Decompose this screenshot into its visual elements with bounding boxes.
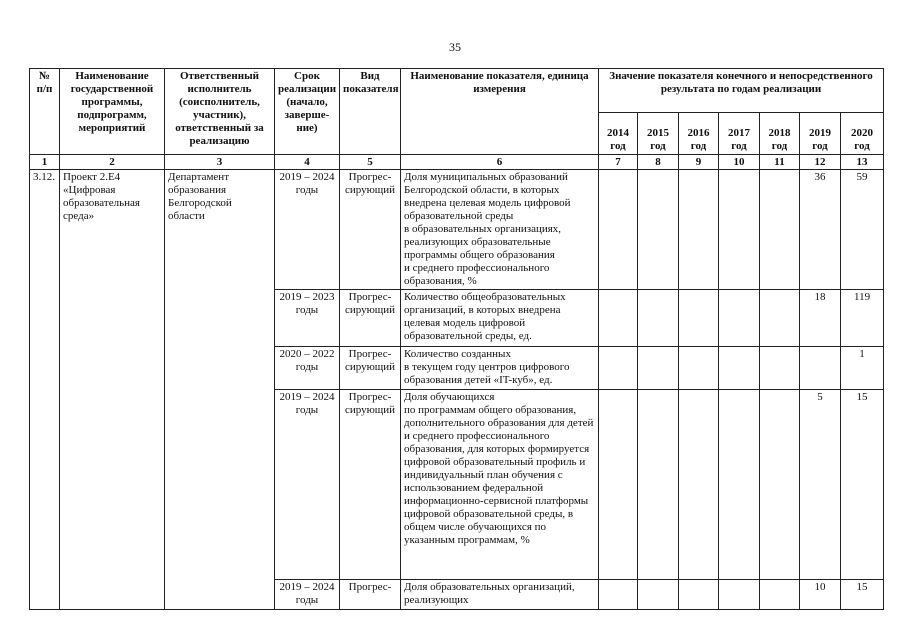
value-2016 [679,170,719,290]
value-2020: 59 [841,170,884,290]
value-2019: 18 [800,290,841,347]
value-2018 [760,580,800,610]
header-year-2017: 2017 год [719,113,760,155]
value-2020: 1 [841,347,884,390]
value-2016 [679,290,719,347]
column-number: 11 [760,155,800,170]
indicator-period: 2019 – 2024 годы [275,580,340,610]
column-numbers-row [30,155,884,170]
header-year-2018: 2018 год [760,113,800,155]
project-number: 3.12. [30,170,60,610]
header-year-2020: 2020 год [841,113,884,155]
value-2019: 5 [800,390,841,580]
indicator-period: 2020 – 2022 годы [275,347,340,390]
indicator-type: Прогрес- [340,580,401,610]
column-number: 8 [638,155,679,170]
indicator-name: Доля образовательных организаций, реализующих [401,580,599,610]
header-period: Срок реализации (начало, заверше-ние) [275,69,340,155]
indicator-type: Прогрес-сирующий [340,290,401,347]
column-number: 4 [275,155,340,170]
header-year-2016: 2016 год [679,113,719,155]
value-2017 [719,390,760,580]
table-row [30,170,884,290]
column-number: 12 [800,155,841,170]
value-2018 [760,390,800,580]
value-2018 [760,290,800,347]
header-indicator-name: Наименование показателя, единица измерения [401,69,599,155]
value-2015 [638,580,679,610]
header-year-2019: 2019 год [800,113,841,155]
value-2015 [638,390,679,580]
indicator-period: 2019 – 2023 годы [275,290,340,347]
value-2018 [760,347,800,390]
value-2019 [800,347,841,390]
value-2014 [599,290,638,347]
value-2017 [719,170,760,290]
indicator-type: Прогрес-сирующий [340,347,401,390]
project-responsible: Департамент образования Белгородской области [165,170,275,610]
header-value-group: Значение показателя конечного и непосредственного результата по годам реализации [599,69,884,113]
indicator-period: 2019 – 2024 годы [275,390,340,580]
column-number: 3 [165,155,275,170]
column-number: 10 [719,155,760,170]
value-2020: 15 [841,580,884,610]
value-2015 [638,170,679,290]
value-2017 [719,580,760,610]
indicator-name: Доля обучающихся по программам общего образования, дополнительного образования для детей и среднего профессионального образования, для которых формируется цифровой образовательный профиль и индивидуальный план обучения с использованием федеральной информационно-сервисной платформы цифровой образовательной среды, в общем числе обучающихся по указанным программам, % [401,390,599,580]
column-number: 2 [60,155,165,170]
column-number: 9 [679,155,719,170]
value-2014 [599,347,638,390]
indicator-name: Количество созданных в текущем году центров цифрового образования детей «IT-куб», ед. [401,347,599,390]
column-number: 5 [340,155,401,170]
value-2017 [719,347,760,390]
column-number: 7 [599,155,638,170]
value-2020: 15 [841,390,884,580]
header-program-name: Наименование государственной программы, подпрограмм, мероприятий [60,69,165,155]
indicator-type: Прогрес-сирующий [340,390,401,580]
value-2018 [760,170,800,290]
header-responsible: Ответственный исполнитель (соисполнитель, участник), ответственный за реализацию [165,69,275,155]
column-number: 1 [30,155,60,170]
indicator-name: Доля муниципальных образований Белгородской области, в которых внедрена целевая модель цифровой образовательной среды в образовательных организациях, реализующих образовательные программы общего образования и среднего профессионального образования, % [401,170,599,290]
value-2014 [599,170,638,290]
header-year-2015: 2015 год [638,113,679,155]
header-indicator-type: Вид показателя [340,69,401,155]
value-2016 [679,390,719,580]
value-2020: 119 [841,290,884,347]
page-number: 35 [449,40,461,54]
column-number: 13 [841,155,884,170]
value-2019: 10 [800,580,841,610]
header-number: № п/п [30,69,60,155]
value-2015 [638,347,679,390]
header-year-2014: 2014 год [599,113,638,155]
indicator-type: Прогрес-сирующий [340,170,401,290]
indicator-period: 2019 – 2024 годы [275,170,340,290]
value-2016 [679,580,719,610]
indicators-table [29,68,884,610]
value-2019: 36 [800,170,841,290]
indicator-name: Количество общеобразовательных организаций, в которых внедрена целевая модель цифровой образовательной среды, ед. [401,290,599,347]
value-2014 [599,580,638,610]
column-number: 6 [401,155,599,170]
value-2015 [638,290,679,347]
value-2014 [599,390,638,580]
value-2017 [719,290,760,347]
value-2016 [679,347,719,390]
project-name: Проект 2.Е4 «Цифровая образовательная среда» [60,170,165,610]
